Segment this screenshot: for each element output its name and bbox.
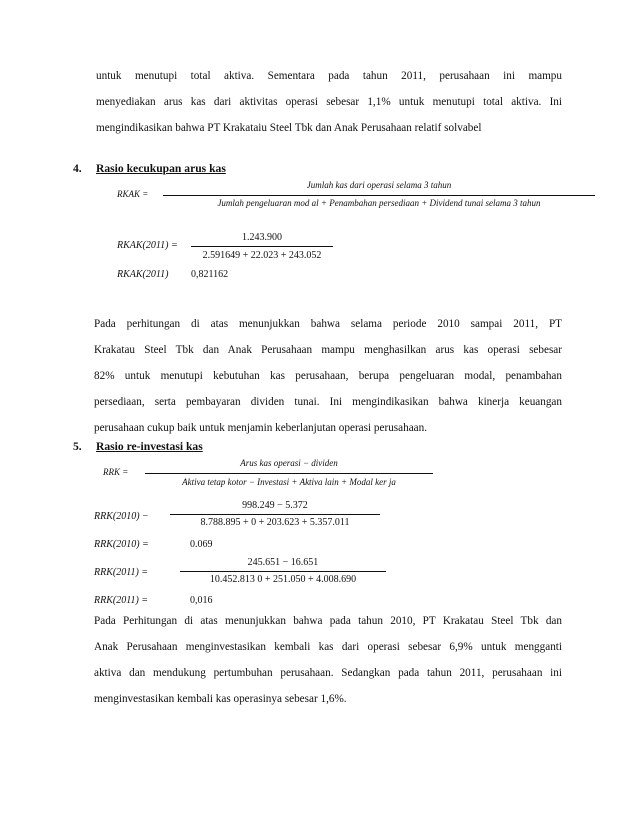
rrk-2010-calc-lhs: RRK(2010) − (94, 511, 149, 522)
section-4-paragraph-line-3: 82% untuk menutupi kebutuhan kas perusahaan, berupa pengeluaran modal, penambahan (94, 370, 562, 382)
section-4-paragraph-line-4: persediaan, serta pembayaran dividen tunai. Ini mengindikasikan bahwa kinerja keuangan (94, 396, 562, 408)
section-5-paragraph-line-2: Anak Perusahaan menginvestasikan kembali kas dari operasi sebesar 6,9% untuk mengganti (94, 641, 562, 653)
intro-line-2: menyediakan arus kas dari aktivitas operasi sebesar 1,1% untuk menutupi total aktiva. Ini (96, 96, 562, 108)
rkak-formula-numerator: Jumlah kas dari operasi selama 3 tahun (306, 180, 452, 190)
rrk-formula-lhs: RRK = (103, 467, 129, 477)
rrk-2011-calc-numerator: 245.651 − 16.651 (247, 557, 319, 568)
section-5-number: 5. (73, 440, 82, 453)
rkak-formula-denominator: Jumlah pengeluaran mod al + Penambahan persediaan + Dividend tunai selama 3 tahun (217, 198, 541, 208)
section-5-paragraph-line-4: menginvestasikan kembali kas operasinya sebesar 1,6%. (94, 693, 347, 705)
rrk-2010-calc-fraction-bar (170, 514, 380, 515)
rkak-calc-denominator: 2.591649 + 22.023 + 243.052 (202, 250, 322, 261)
rrk-2010-calc-numerator: 998.249 − 5.372 (242, 500, 308, 511)
rrk-2010-result-lhs: RRK(2010) = (94, 539, 149, 550)
rkak-calc-fraction-bar (191, 246, 333, 247)
section-4-paragraph-line-2: Krakatau Steel Tbk dan Anak Perusahaan mampu menghasilkan arus kas operasi sebesar (94, 344, 562, 356)
rrk-formula-fraction-bar (145, 473, 433, 474)
section-5-paragraph-line-3: aktiva dan mendukung pertumbuhan perusahaan. Sedangkan pada tahun 2011, perusahaan ini (94, 667, 562, 679)
section-4-title: Rasio kecukupan arus kas (96, 162, 226, 175)
section-5-paragraph-line-1: Pada Perhitungan di atas menunjukkan bahwa pada tahun 2010, PT Krakatau Steel Tbk dan (94, 615, 562, 627)
rkak-formula-lhs: RKAK = (117, 189, 149, 199)
intro-line-1: untuk menutupi total aktiva. Sementara pada tahun 2011, perusahaan ini mampu (96, 70, 562, 82)
rrk-formula-numerator: Arus kas operasi − dividen (240, 458, 338, 468)
rrk-2010-calc-denominator: 8.788.895 + 0 + 203.623 + 5.357.011 (200, 517, 350, 528)
rrk-2011-result-lhs: RRK(2011) = (94, 595, 149, 606)
rrk-2011-calc-lhs: RRK(2011) = (94, 567, 149, 578)
section-4-paragraph-line-5: perusahaan cukup baik untuk menjamin keberlanjutan operasi perusahaan. (94, 422, 428, 434)
rkak-result-value: 0,821162 (191, 269, 229, 280)
rrk-2011-result-value: 0,016 (190, 595, 213, 606)
section-4-paragraph-line-1: Pada perhitungan di atas menunjukkan bahwa selama periode 2010 sampai 2011, PT (94, 318, 562, 330)
section-5-title: Rasio re-investasi kas (96, 440, 203, 453)
rkak-formula-fraction-bar (163, 195, 595, 196)
rkak-calc-numerator: 1.243.900 (242, 232, 282, 243)
rrk-formula-denominator: Aktiva tetap kotor − Investasi + Aktiva lain + Modal ker ja (182, 477, 396, 487)
section-4-number: 4. (73, 162, 82, 175)
rkak-calc-lhs: RKAK(2011) = (117, 240, 178, 251)
rkak-result-lhs: RKAK(2011) (117, 269, 169, 280)
rrk-2011-calc-denominator: 10.452.813 0 + 251.050 + 4.008.690 (209, 574, 357, 585)
rrk-2011-calc-fraction-bar (180, 571, 386, 572)
rrk-2010-result-value: 0.069 (190, 539, 213, 550)
intro-line-3: mengindikasikan bahwa PT Krakataiu Steel Tbk dan Anak Perusahaan relatif solvabel (96, 122, 482, 134)
